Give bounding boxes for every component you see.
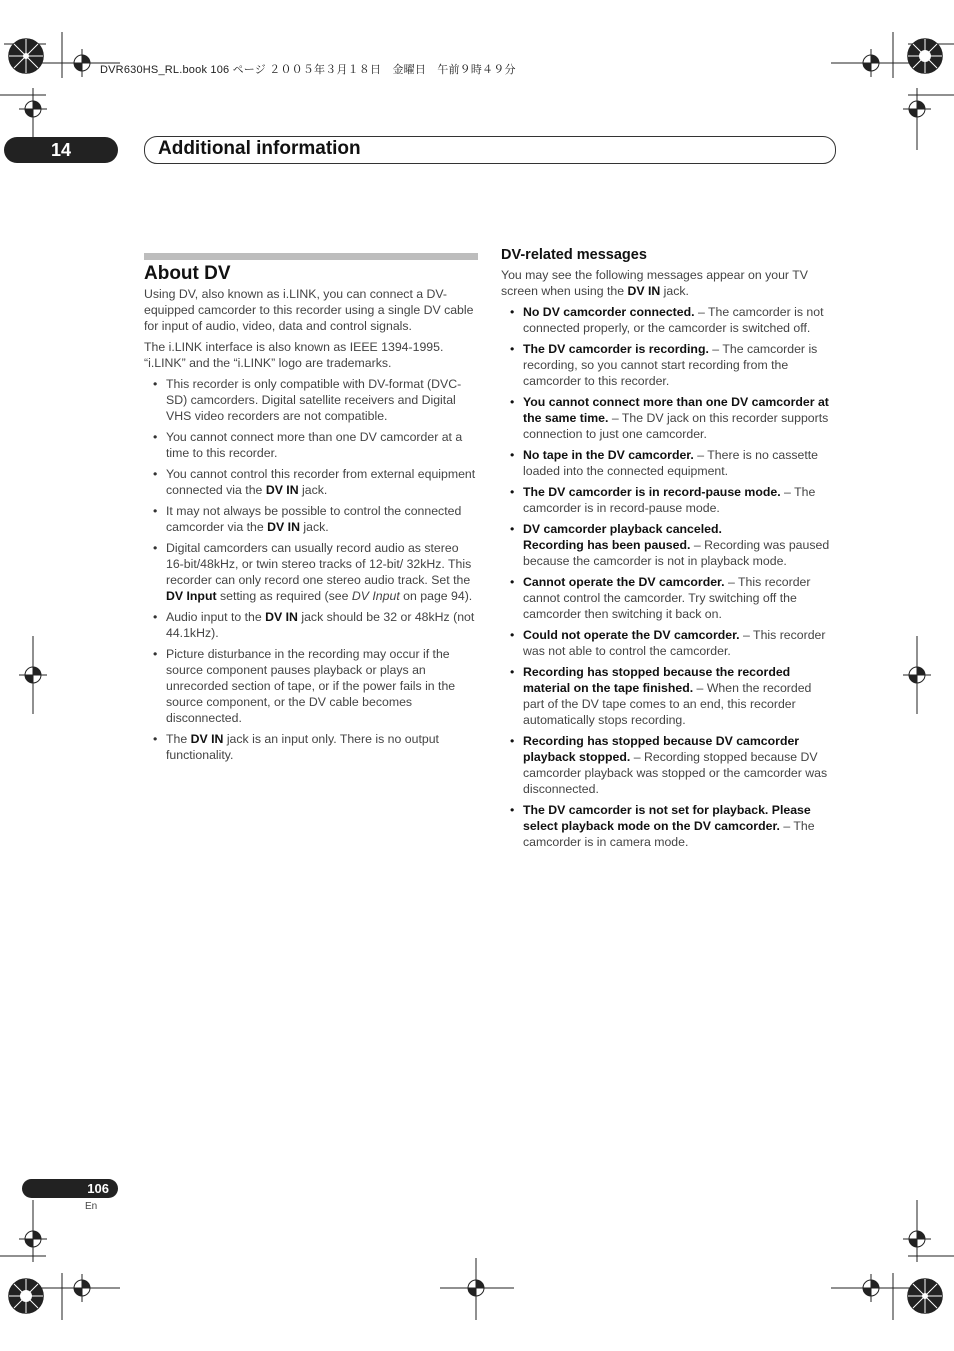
dv-messages-heading: DV-related messages <box>501 247 647 263</box>
page-language: En <box>85 1201 98 1212</box>
list-item: • The DV camcorder is recording. – The camcorder is recording, so you cannot start recording from the camcorder to this recorder. <box>501 341 835 389</box>
list-item: • This recorder is only compatible with DV-format (DVC-SD) camcorders. Digital satellite receivers and Digital VHS video recorders are not compatible. <box>144 376 478 424</box>
list-item: • Picture disturbance in the recording may occur if the source component pauses playback or plays an unrecorded section of tape, or if the power fails in the source component, or the DV cable becomes disconnected. <box>144 646 478 726</box>
section-rule <box>144 253 478 260</box>
list-item: • The DV IN jack is an input only. There is no output functionality. <box>144 731 478 763</box>
list-item: • Digital camcorders can usually record audio as stereo 16-bit/48kHz, or twin stereo tracks of 12-bit/ 32kHz. This recorder can only record one stereo audio track. Set the DV Input setting as required (see DV Input on page 94). <box>144 540 478 604</box>
list-item: • You cannot connect more than one DV camcorder at the same time. – The DV jack on this recorder supports connection to just one camcorder. <box>501 394 835 442</box>
list-item: • The DV camcorder is not set for playback. Please select playback mode on the DV camcorder. – The camcorder is in camera mode. <box>501 802 835 850</box>
dv-messages-intro: You may see the following messages appear on your TV screen when using the DV IN jack. <box>501 268 808 298</box>
list-item: • Audio input to the DV IN jack should be 32 or 48kHz (not 44.1kHz). <box>144 609 478 641</box>
about-para-1: Using DV, also known as i.LINK, you can connect a DV-equipped camcorder to this recorder using a single DV cable for input of audio, video, data and control signals. <box>144 287 474 333</box>
page-number: 106 <box>22 1179 118 1198</box>
about-dv-section <box>144 286 478 768</box>
list-item: • Cannot operate the DV camcorder. – This recorder cannot control the camcorder. Try switching off the camcorder then switching it back on. <box>501 574 835 622</box>
list-item: • Recording has stopped because DV camcorder playback stopped. – Recording stopped because DV camcorder playback was stopped or the camcorder was disconnected. <box>501 733 835 797</box>
list-item: • You cannot connect more than one DV camcorder at a time to this recorder. <box>144 429 478 461</box>
list-item: • You cannot control this recorder from external equipment connected via the DV IN jack. <box>144 466 478 498</box>
print-file-info: DVR630HS_RL.book 106 ページ ２００５年３月１８日 金曜日 午前９時４９分 <box>100 64 516 76</box>
list-item: • No DV camcorder connected. – The camcorder is not connected properly, or the camcorder is switched off. <box>501 304 835 336</box>
dv-messages-section <box>501 246 835 855</box>
chapter-number-tab: 14 <box>4 137 118 163</box>
list-item: • Recording has stopped because the recorded material on the tape finished. – When the recorded part of the DV tape comes to an end, this recorder automatically stops recording. <box>501 664 835 728</box>
chapter-title: Additional information <box>158 138 361 159</box>
list-item: • No tape in the DV camcorder. – There is no cassette loaded into the connected equipment. <box>501 447 835 479</box>
about-dv-heading: About DV <box>144 263 231 284</box>
list-item: • DV camcorder playback canceled. Recording has been paused. – Recording was paused because the camcorder is not in playback mode. <box>501 521 835 569</box>
about-bullet-list <box>144 376 478 763</box>
list-item: • Could not operate the DV camcorder. – This recorder was not able to control the camcorder. <box>501 627 835 659</box>
dv-messages-list <box>501 304 835 850</box>
list-item: • It may not always be possible to control the connected camcorder via the DV IN jack. <box>144 503 478 535</box>
list-item: • The DV camcorder is in record-pause mode. – The camcorder is in record-pause mode. <box>501 484 835 516</box>
about-para-2: The i.LINK interface is also known as IEEE 1394-1995. “i.LINK” and the “i.LINK” logo are trademarks. <box>144 340 444 370</box>
